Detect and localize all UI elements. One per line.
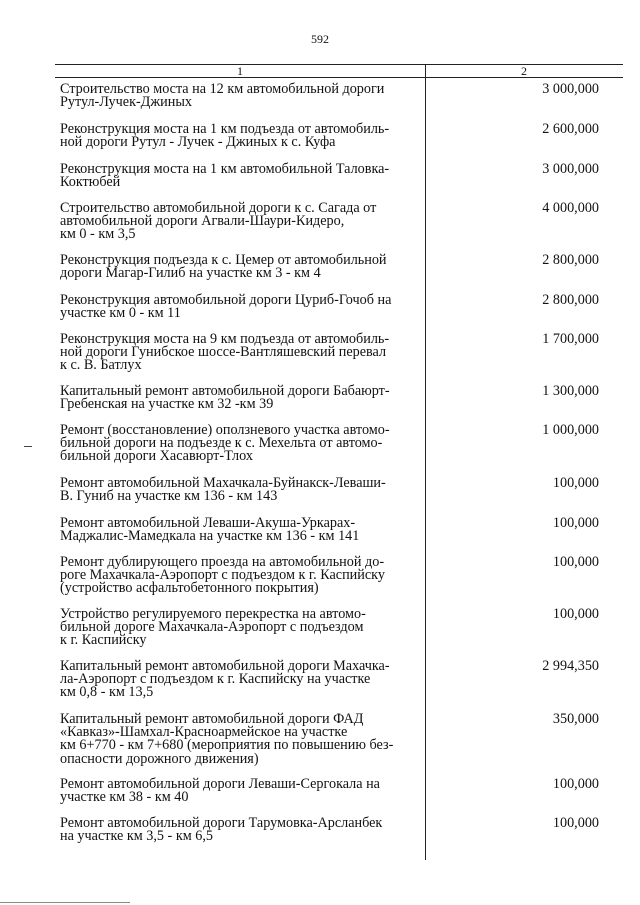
row-description: Ремонт (восстановление) оползневого участка автомо- бильной дороги на подъезде к с. Мехельта от автомо- бильной дороги Хасавюрт-Тлох — [60, 422, 390, 465]
table-row — [55, 83, 623, 109]
table-row — [55, 254, 623, 280]
row-amount: 100,000 — [552, 554, 599, 570]
table-row — [55, 778, 623, 804]
table-header — [55, 65, 623, 78]
table-row — [55, 608, 623, 648]
row-description: Капитальный ремонт автомобильной дороги ФАД «Кавказ»-Шамхал-Красноармейское на участке км 6+770 - км 7+680 (мероприятия по повышению без- опасности дорожного движения) — [60, 711, 394, 767]
row-description: Устройство регулируемого перекрестка на автомо- бильной дороге Махачкала-Аэропорт с подъездом к г. Каспийску — [60, 606, 366, 649]
row-description: Реконструкция моста на 9 км подъезда от автомобиль- ной дороги Гунибское шоссе-Вантляшевский перевал к с. В. Батлух — [60, 331, 390, 374]
page-number: 592 — [311, 32, 329, 46]
row-description: Строительство моста на 12 км автомобильной дороги Рутул-Лучек-Джиных — [60, 81, 385, 111]
table-row — [55, 294, 623, 320]
row-description: Строительство автомобильной дороги к с. Сагада от автомобильной дороги Агвали-Шаури-Кидеро, км 0 - км 3,5 — [60, 200, 377, 243]
row-amount: 100,000 — [552, 606, 599, 622]
row-amount: 100,000 — [552, 515, 599, 531]
column-2-header: 2 — [521, 64, 527, 78]
row-description: Ремонт автомобильной Махачкала-Буйнакск-Леваши- В. Гуниб на участке км 136 - км 143 — [60, 475, 386, 505]
row-description: Ремонт автомобильной Леваши-Акуша-Уркарах- Маджалис-Мамедкала на участке км 136 - км 141 — [60, 515, 360, 545]
row-amount: 2 600,000 — [542, 121, 599, 137]
row-amount: 4 000,000 — [542, 200, 599, 216]
table-row — [55, 333, 623, 373]
row-amount: 3 000,000 — [542, 81, 599, 97]
table-row — [55, 556, 623, 596]
column-divider — [425, 64, 426, 860]
table-row — [55, 713, 623, 766]
row-amount: 100,000 — [552, 776, 599, 792]
table-row — [55, 385, 623, 411]
row-amount: 2 800,000 — [542, 252, 599, 268]
row-description: Реконструкция подъезда к с. Цемер от автомобильной дороги Магар-Гилиб на участке км 3 - км 4 — [60, 252, 387, 282]
row-amount: 2 800,000 — [542, 292, 599, 308]
row-amount: 3 000,000 — [542, 161, 599, 177]
row-description: Реконструкция автомобильной дороги Цуриб-Гочоб на участке км 0 - км 11 — [60, 292, 392, 322]
table-row — [55, 477, 623, 503]
table-row — [55, 202, 623, 242]
scan-mark — [24, 446, 32, 447]
row-amount: 100,000 — [552, 475, 599, 491]
budget-table — [55, 64, 623, 845]
row-amount: 1 000,000 — [542, 422, 599, 438]
row-description: Капитальный ремонт автомобильной дороги Бабаюрт- Гребенская на участке км 32 -км 39 — [60, 383, 390, 413]
bottom-edge-line — [0, 902, 130, 903]
column-1-header: 1 — [237, 64, 243, 78]
row-description: Ремонт автомобильной дороги Тарумовка-Арсланбек на участке км 3,5 - км 6,5 — [60, 815, 383, 845]
row-amount: 1 300,000 — [542, 383, 599, 399]
table-row — [55, 817, 623, 843]
row-amount: 350,000 — [552, 711, 599, 727]
row-description: Реконструкция моста на 1 км автомобильной Таловка- Коктюбей — [60, 161, 390, 191]
row-description: Ремонт автомобильной дороги Леваши-Сергокала на участке км 38 - км 40 — [60, 776, 380, 806]
table-row — [55, 424, 623, 464]
row-description: Реконструкция моста на 1 км подъезда от автомобиль- ной дороги Рутул - Лучек - Джиных к с. Куфа — [60, 121, 390, 151]
table-row — [55, 163, 623, 189]
table-row — [55, 660, 623, 700]
row-amount: 2 994,350 — [542, 658, 599, 674]
row-amount: 100,000 — [552, 815, 599, 831]
row-amount: 1 700,000 — [542, 331, 599, 347]
row-description: Капитальный ремонт автомобильной дороги Махачка- ла-Аэропорт с подъездом к г. Каспийску на участке км 0,8 - км 13,5 — [60, 658, 390, 701]
table-row — [55, 123, 623, 149]
row-description: Ремонт дублирующего проезда на автомобильной до- роге Махачкала-Аэропорт с подъездом к г. Каспийску (устройство асфальтобетонного покрытия) — [60, 554, 385, 597]
table-row — [55, 517, 623, 543]
